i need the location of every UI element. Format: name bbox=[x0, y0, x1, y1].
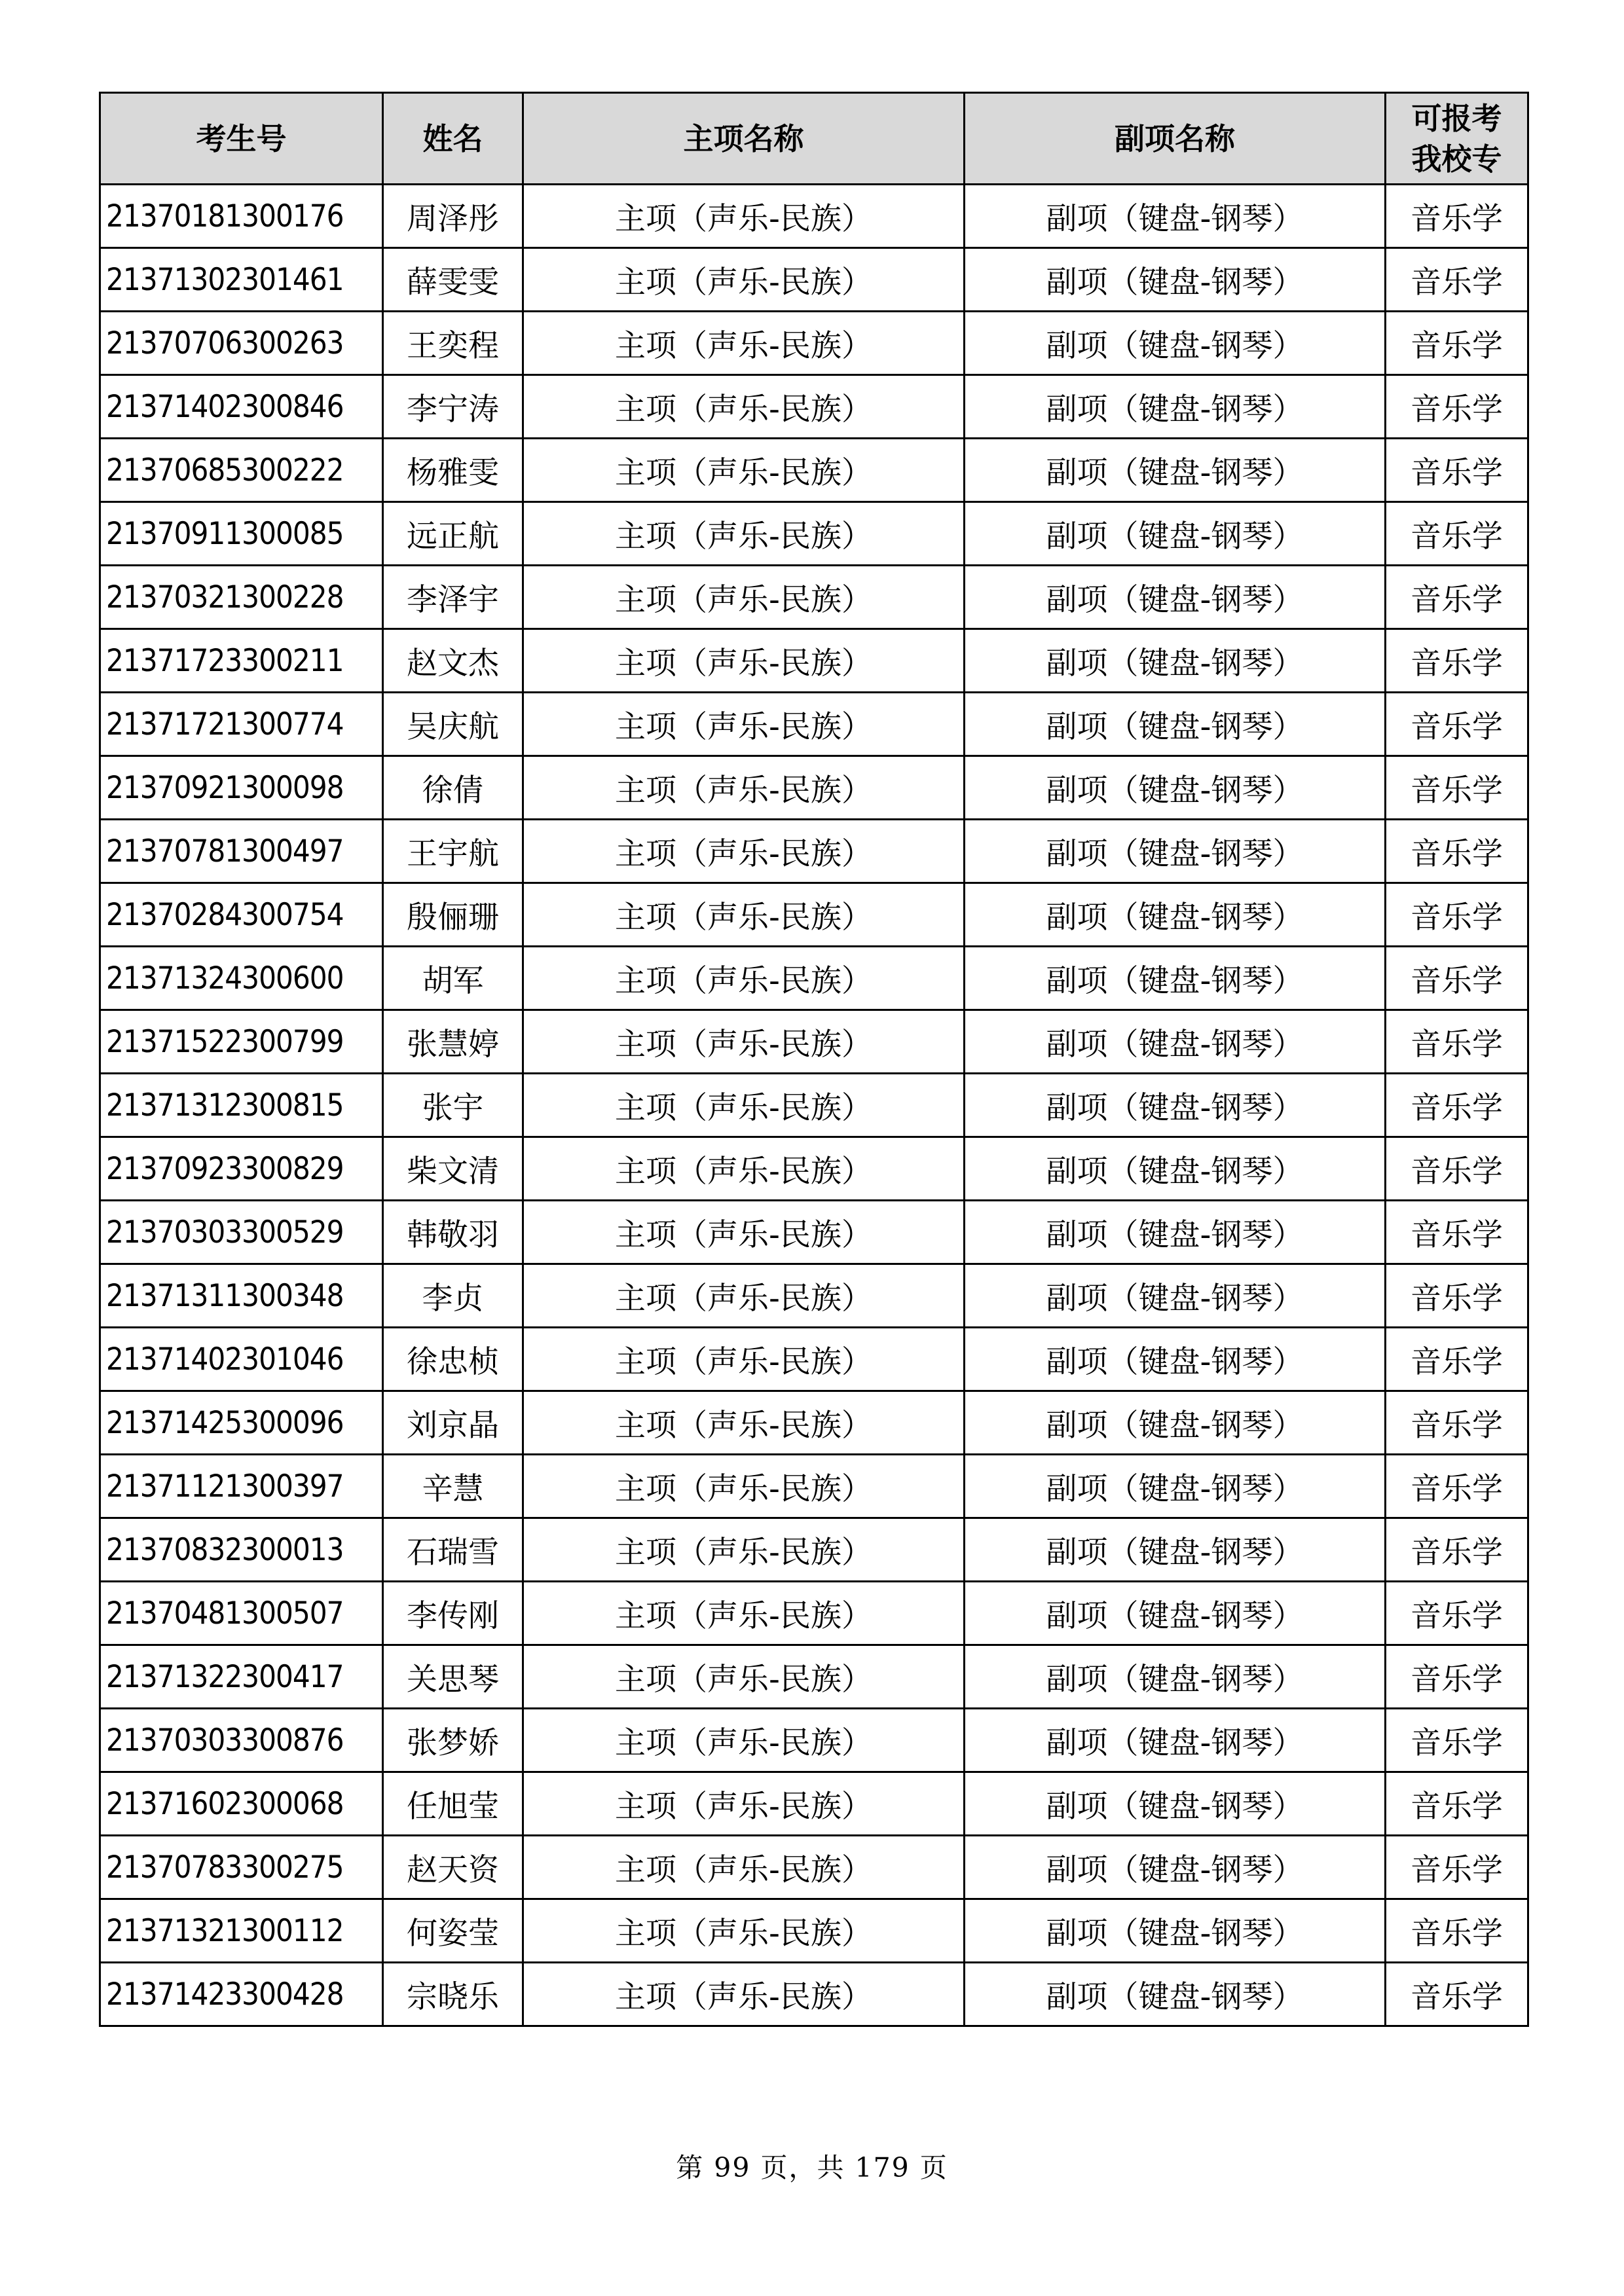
cell-name: 周泽彤 bbox=[383, 185, 523, 248]
cell-candidate-id: 21371324300600 bbox=[100, 947, 383, 1010]
table-row bbox=[100, 439, 1528, 502]
table-row bbox=[100, 1582, 1528, 1645]
cell-candidate-id: 21371402301046 bbox=[100, 1328, 383, 1391]
cell-minor-item: 副项（键盘-钢琴） bbox=[965, 248, 1386, 312]
cell-eligible-major: 音乐学 bbox=[1386, 693, 1528, 756]
table-row bbox=[100, 1264, 1528, 1328]
page-footer bbox=[0, 2146, 1624, 2185]
cell-name: 杨雅雯 bbox=[383, 439, 523, 502]
cell-name: 辛慧 bbox=[383, 1455, 523, 1518]
cell-minor-item: 副项（键盘-钢琴） bbox=[965, 1201, 1386, 1264]
cell-name: 赵天资 bbox=[383, 1836, 523, 1899]
cell-name: 徐倩 bbox=[383, 756, 523, 820]
cell-name: 李宁涛 bbox=[383, 375, 523, 439]
table-row bbox=[100, 1010, 1528, 1074]
cell-major-item: 主项（声乐-民族） bbox=[523, 375, 965, 439]
cell-major-item: 主项（声乐-民族） bbox=[523, 1836, 965, 1899]
cell-minor-item: 副项（键盘-钢琴） bbox=[965, 1645, 1386, 1709]
cell-major-item: 主项（声乐-民族） bbox=[523, 1455, 965, 1518]
cell-major-item: 主项（声乐-民族） bbox=[523, 1963, 965, 2026]
table-row bbox=[100, 1328, 1528, 1391]
cell-eligible-major: 音乐学 bbox=[1386, 185, 1528, 248]
cell-eligible-major: 音乐学 bbox=[1386, 1518, 1528, 1582]
cell-major-item: 主项（声乐-民族） bbox=[523, 1264, 965, 1328]
table-header-row bbox=[100, 93, 1528, 185]
table-row bbox=[100, 248, 1528, 312]
cell-name: 何姿莹 bbox=[383, 1899, 523, 1963]
cell-major-item: 主项（声乐-民族） bbox=[523, 248, 965, 312]
cell-eligible-major: 音乐学 bbox=[1386, 756, 1528, 820]
cell-name: 王奕程 bbox=[383, 312, 523, 375]
cell-major-item: 主项（声乐-民族） bbox=[523, 1074, 965, 1137]
cell-candidate-id: 21370706300263 bbox=[100, 312, 383, 375]
table-row bbox=[100, 502, 1528, 566]
cell-major-item: 主项（声乐-民族） bbox=[523, 820, 965, 883]
cell-minor-item: 副项（键盘-钢琴） bbox=[965, 439, 1386, 502]
cell-major-item: 主项（声乐-民族） bbox=[523, 629, 965, 693]
cell-minor-item: 副项（键盘-钢琴） bbox=[965, 185, 1386, 248]
cell-major-item: 主项（声乐-民族） bbox=[523, 502, 965, 566]
cell-major-item: 主项（声乐-民族） bbox=[523, 1137, 965, 1201]
cell-minor-item: 副项（键盘-钢琴） bbox=[965, 502, 1386, 566]
header-name: 姓名 bbox=[383, 93, 523, 185]
cell-eligible-major: 音乐学 bbox=[1386, 1772, 1528, 1836]
table-row bbox=[100, 1137, 1528, 1201]
cell-minor-item: 副项（键盘-钢琴） bbox=[965, 1518, 1386, 1582]
cell-eligible-major: 音乐学 bbox=[1386, 1010, 1528, 1074]
cell-candidate-id: 21370911300085 bbox=[100, 502, 383, 566]
cell-eligible-major: 音乐学 bbox=[1386, 1201, 1528, 1264]
cell-minor-item: 副项（键盘-钢琴） bbox=[965, 566, 1386, 629]
cell-eligible-major: 音乐学 bbox=[1386, 1137, 1528, 1201]
cell-minor-item: 副项（键盘-钢琴） bbox=[965, 375, 1386, 439]
table-row bbox=[100, 1709, 1528, 1772]
cell-candidate-id: 21370303300876 bbox=[100, 1709, 383, 1772]
table-row bbox=[100, 756, 1528, 820]
cell-candidate-id: 21371321300112 bbox=[100, 1899, 383, 1963]
cell-name: 刘京晶 bbox=[383, 1391, 523, 1455]
cell-major-item: 主项（声乐-民族） bbox=[523, 1391, 965, 1455]
table-row bbox=[100, 1201, 1528, 1264]
cell-eligible-major: 音乐学 bbox=[1386, 1899, 1528, 1963]
cell-candidate-id: 21371402300846 bbox=[100, 375, 383, 439]
table-row bbox=[100, 185, 1528, 248]
cell-name: 关思琴 bbox=[383, 1645, 523, 1709]
cell-eligible-major: 音乐学 bbox=[1386, 1645, 1528, 1709]
cell-minor-item: 副项（键盘-钢琴） bbox=[965, 1836, 1386, 1899]
cell-minor-item: 副项（键盘-钢琴） bbox=[965, 947, 1386, 1010]
cell-major-item: 主项（声乐-民族） bbox=[523, 756, 965, 820]
cell-candidate-id: 21370923300829 bbox=[100, 1137, 383, 1201]
cell-eligible-major: 音乐学 bbox=[1386, 1836, 1528, 1899]
cell-name: 柴文清 bbox=[383, 1137, 523, 1201]
cell-major-item: 主项（声乐-民族） bbox=[523, 1201, 965, 1264]
cell-major-item: 主项（声乐-民族） bbox=[523, 1772, 965, 1836]
cell-major-item: 主项（声乐-民族） bbox=[523, 1645, 965, 1709]
cell-name: 殷俪珊 bbox=[383, 883, 523, 947]
cell-candidate-id: 21371311300348 bbox=[100, 1264, 383, 1328]
cell-minor-item: 副项（键盘-钢琴） bbox=[965, 1899, 1386, 1963]
cell-name: 薛雯雯 bbox=[383, 248, 523, 312]
table-row bbox=[100, 566, 1528, 629]
cell-minor-item: 副项（键盘-钢琴） bbox=[965, 820, 1386, 883]
candidate-table bbox=[99, 92, 1529, 2027]
cell-name: 赵文杰 bbox=[383, 629, 523, 693]
cell-eligible-major: 音乐学 bbox=[1386, 375, 1528, 439]
cell-candidate-id: 21371312300815 bbox=[100, 1074, 383, 1137]
table-row bbox=[100, 1455, 1528, 1518]
header-eligible-major bbox=[1386, 93, 1528, 185]
cell-minor-item: 副项（键盘-钢琴） bbox=[965, 1328, 1386, 1391]
table-row bbox=[100, 1645, 1528, 1709]
table-row bbox=[100, 947, 1528, 1010]
cell-minor-item: 副项（键盘-钢琴） bbox=[965, 1582, 1386, 1645]
cell-minor-item: 副项（键盘-钢琴） bbox=[965, 1137, 1386, 1201]
cell-name: 张宇 bbox=[383, 1074, 523, 1137]
cell-major-item: 主项（声乐-民族） bbox=[523, 185, 965, 248]
cell-major-item: 主项（声乐-民族） bbox=[523, 312, 965, 375]
cell-minor-item: 副项（键盘-钢琴） bbox=[965, 1391, 1386, 1455]
header-candidate-id: 考生号 bbox=[100, 93, 383, 185]
cell-candidate-id: 21370303300529 bbox=[100, 1201, 383, 1264]
cell-eligible-major: 音乐学 bbox=[1386, 820, 1528, 883]
cell-name: 张梦娇 bbox=[383, 1709, 523, 1772]
table-row bbox=[100, 1772, 1528, 1836]
table-body bbox=[100, 185, 1528, 2026]
cell-name: 任旭莹 bbox=[383, 1772, 523, 1836]
cell-name: 李贞 bbox=[383, 1264, 523, 1328]
cell-minor-item: 副项（键盘-钢琴） bbox=[965, 756, 1386, 820]
cell-name: 宗晓乐 bbox=[383, 1963, 523, 2026]
table-row bbox=[100, 1836, 1528, 1899]
cell-name: 徐忠桢 bbox=[383, 1328, 523, 1391]
header-major-item: 主项名称 bbox=[523, 93, 965, 185]
cell-eligible-major: 音乐学 bbox=[1386, 439, 1528, 502]
cell-name: 石瑞雪 bbox=[383, 1518, 523, 1582]
cell-major-item: 主项（声乐-民族） bbox=[523, 1582, 965, 1645]
cell-candidate-id: 21371721300774 bbox=[100, 693, 383, 756]
cell-candidate-id: 21371602300068 bbox=[100, 1772, 383, 1836]
cell-candidate-id: 21371322300417 bbox=[100, 1645, 383, 1709]
cell-major-item: 主项（声乐-民族） bbox=[523, 1709, 965, 1772]
cell-minor-item: 副项（键盘-钢琴） bbox=[965, 1963, 1386, 2026]
cell-major-item: 主项（声乐-民族） bbox=[523, 1010, 965, 1074]
cell-eligible-major: 音乐学 bbox=[1386, 1455, 1528, 1518]
cell-name: 胡军 bbox=[383, 947, 523, 1010]
cell-candidate-id: 21371425300096 bbox=[100, 1391, 383, 1455]
cell-eligible-major: 音乐学 bbox=[1386, 1391, 1528, 1455]
cell-minor-item: 副项（键盘-钢琴） bbox=[965, 1010, 1386, 1074]
table-row bbox=[100, 312, 1528, 375]
cell-minor-item: 副项（键盘-钢琴） bbox=[965, 883, 1386, 947]
table-row bbox=[100, 820, 1528, 883]
cell-candidate-id: 21370781300497 bbox=[100, 820, 383, 883]
cell-minor-item: 副项（键盘-钢琴） bbox=[965, 1455, 1386, 1518]
cell-candidate-id: 21370481300507 bbox=[100, 1582, 383, 1645]
cell-name: 李泽宇 bbox=[383, 566, 523, 629]
cell-major-item: 主项（声乐-民族） bbox=[523, 693, 965, 756]
cell-eligible-major: 音乐学 bbox=[1386, 566, 1528, 629]
table-row bbox=[100, 1963, 1528, 2026]
cell-candidate-id: 21370783300275 bbox=[100, 1836, 383, 1899]
cell-eligible-major: 音乐学 bbox=[1386, 1709, 1528, 1772]
cell-major-item: 主项（声乐-民族） bbox=[523, 1518, 965, 1582]
cell-eligible-major: 音乐学 bbox=[1386, 883, 1528, 947]
cell-minor-item: 副项（键盘-钢琴） bbox=[965, 312, 1386, 375]
cell-candidate-id: 21370685300222 bbox=[100, 439, 383, 502]
header-eligible-line2: 我校专 bbox=[1411, 141, 1502, 177]
table-row bbox=[100, 1518, 1528, 1582]
cell-name: 远正航 bbox=[383, 502, 523, 566]
cell-eligible-major: 音乐学 bbox=[1386, 248, 1528, 312]
cell-minor-item: 副项（键盘-钢琴） bbox=[965, 1709, 1386, 1772]
cell-major-item: 主项（声乐-民族） bbox=[523, 947, 965, 1010]
cell-name: 韩敬羽 bbox=[383, 1201, 523, 1264]
cell-candidate-id: 21371423300428 bbox=[100, 1963, 383, 2026]
cell-minor-item: 副项（键盘-钢琴） bbox=[965, 693, 1386, 756]
table-row bbox=[100, 629, 1528, 693]
header-eligible-line1: 可报考 bbox=[1411, 100, 1502, 136]
cell-eligible-major: 音乐学 bbox=[1386, 312, 1528, 375]
cell-eligible-major: 音乐学 bbox=[1386, 629, 1528, 693]
cell-candidate-id: 21371723300211 bbox=[100, 629, 383, 693]
cell-minor-item: 副项（键盘-钢琴） bbox=[965, 629, 1386, 693]
table-row bbox=[100, 1899, 1528, 1963]
cell-candidate-id: 21370181300176 bbox=[100, 185, 383, 248]
cell-name: 王宇航 bbox=[383, 820, 523, 883]
cell-name: 李传刚 bbox=[383, 1582, 523, 1645]
cell-eligible-major: 音乐学 bbox=[1386, 1074, 1528, 1137]
page-number-text: 第 99 页，共 179 页 bbox=[676, 2152, 948, 2183]
cell-candidate-id: 21371522300799 bbox=[100, 1010, 383, 1074]
table-row bbox=[100, 375, 1528, 439]
cell-eligible-major: 音乐学 bbox=[1386, 502, 1528, 566]
cell-candidate-id: 21370832300013 bbox=[100, 1518, 383, 1582]
table-row bbox=[100, 1074, 1528, 1137]
cell-major-item: 主项（声乐-民族） bbox=[523, 1328, 965, 1391]
cell-name: 张慧婷 bbox=[383, 1010, 523, 1074]
cell-major-item: 主项（声乐-民族） bbox=[523, 439, 965, 502]
header-minor-item: 副项名称 bbox=[965, 93, 1386, 185]
table-row bbox=[100, 1391, 1528, 1455]
cell-minor-item: 副项（键盘-钢琴） bbox=[965, 1264, 1386, 1328]
cell-eligible-major: 音乐学 bbox=[1386, 1328, 1528, 1391]
table-row bbox=[100, 883, 1528, 947]
cell-eligible-major: 音乐学 bbox=[1386, 1582, 1528, 1645]
cell-candidate-id: 21371302301461 bbox=[100, 248, 383, 312]
cell-minor-item: 副项（键盘-钢琴） bbox=[965, 1772, 1386, 1836]
cell-candidate-id: 21371121300397 bbox=[100, 1455, 383, 1518]
cell-major-item: 主项（声乐-民族） bbox=[523, 883, 965, 947]
cell-candidate-id: 21370284300754 bbox=[100, 883, 383, 947]
cell-eligible-major: 音乐学 bbox=[1386, 947, 1528, 1010]
cell-candidate-id: 21370321300228 bbox=[100, 566, 383, 629]
cell-candidate-id: 21370921300098 bbox=[100, 756, 383, 820]
cell-major-item: 主项（声乐-民族） bbox=[523, 1899, 965, 1963]
table-row bbox=[100, 693, 1528, 756]
cell-minor-item: 副项（键盘-钢琴） bbox=[965, 1074, 1386, 1137]
cell-name: 吴庆航 bbox=[383, 693, 523, 756]
cell-major-item: 主项（声乐-民族） bbox=[523, 566, 965, 629]
cell-eligible-major: 音乐学 bbox=[1386, 1264, 1528, 1328]
cell-eligible-major: 音乐学 bbox=[1386, 1963, 1528, 2026]
